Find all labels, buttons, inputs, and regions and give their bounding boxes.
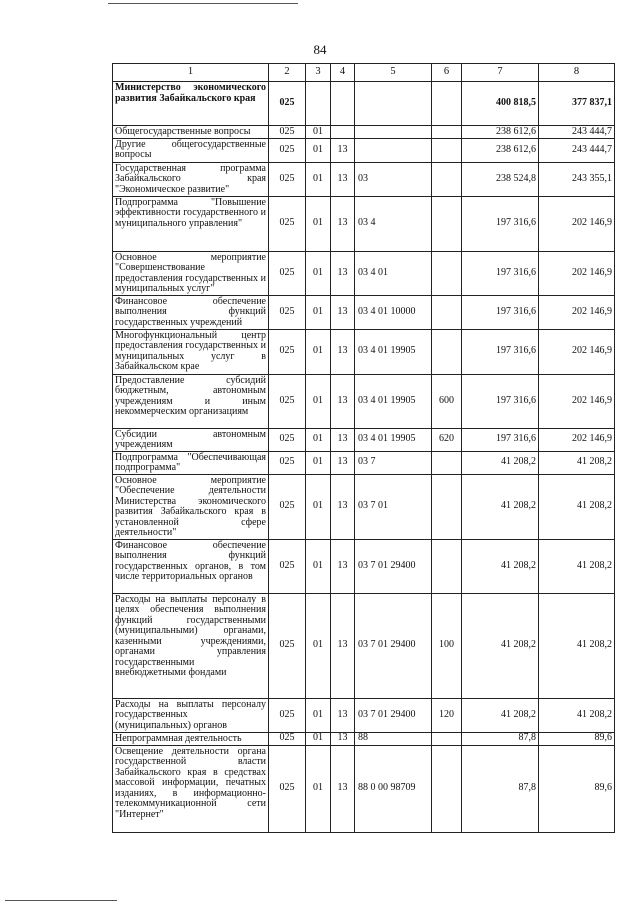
section-code: 01 [306,698,331,732]
target-article-code [355,138,432,162]
amount-year-1: 41 208,2 [462,539,539,593]
section-code: 01 [306,295,331,329]
amount-year-1: 238 612,6 [462,126,539,139]
subsection-code: 13 [331,732,355,745]
amount-year-1: 41 208,2 [462,698,539,732]
section-code: 01 [306,138,331,162]
amount-year-1: 197 316,6 [462,251,539,295]
amount-year-1: 400 818,5 [462,82,539,126]
admin-code: 025 [269,251,306,295]
amount-year-1: 197 316,6 [462,428,539,451]
column-header: 1 [113,64,269,82]
section-code: 01 [306,428,331,451]
amount-year-1: 238 524,8 [462,162,539,196]
expense-type-code: 120 [432,698,462,732]
amount-year-1: 197 316,6 [462,374,539,428]
amount-year-2: 41 208,2 [539,474,615,539]
admin-code: 025 [269,428,306,451]
amount-year-2: 243 444,7 [539,138,615,162]
column-header: 6 [432,64,462,82]
amount-year-1: 41 208,2 [462,474,539,539]
target-article-code: 03 4 [355,196,432,251]
amount-year-2: 41 208,2 [539,593,615,698]
admin-code: 025 [269,126,306,139]
amount-year-1: 197 316,6 [462,196,539,251]
subsection-code: 13 [331,329,355,374]
column-header: 5 [355,64,432,82]
amount-year-2: 202 146,9 [539,196,615,251]
target-article-code: 03 4 01 19905 [355,428,432,451]
expense-type-code [432,162,462,196]
amount-year-1: 41 208,2 [462,451,539,474]
item-name: Подпрограмма "Повышение эффективности государственного и муниципального управления" [113,196,269,251]
expense-type-code [432,329,462,374]
section-code: 01 [306,329,331,374]
amount-year-2: 202 146,9 [539,428,615,451]
table-row [113,698,615,732]
item-name: Финансовое обеспечение выполнения функций государственных учреждений [113,295,269,329]
amount-year-1: 87,8 [462,745,539,832]
item-name: Расходы на выплаты персоналу государственных (муниципальных) органов [113,698,269,732]
amount-year-1: 197 316,6 [462,329,539,374]
target-article-code [355,126,432,139]
top-rule [108,3,298,4]
table-row [113,474,615,539]
section-code [306,82,331,126]
page-number: 84 [313,42,327,57]
expense-type-code [432,251,462,295]
amount-year-2: 377 837,1 [539,82,615,126]
section-code: 01 [306,745,331,832]
subsection-code: 13 [331,593,355,698]
amount-year-2: 202 146,9 [539,374,615,428]
table-row [113,428,615,451]
subsection-code: 13 [331,162,355,196]
table-row [113,126,615,139]
target-article-code: 03 7 01 [355,474,432,539]
expense-type-code [432,451,462,474]
subsection-code: 13 [331,539,355,593]
admin-code: 025 [269,593,306,698]
expense-type-code [432,196,462,251]
admin-code: 025 [269,474,306,539]
table-row [113,82,615,126]
subsection-code: 13 [331,428,355,451]
amount-year-2: 202 146,9 [539,295,615,329]
subsection-code: 13 [331,196,355,251]
amount-year-2: 243 355,1 [539,162,615,196]
expense-type-code: 600 [432,374,462,428]
admin-code: 025 [269,138,306,162]
subsection-code: 13 [331,295,355,329]
item-name: Предоставление субсидий бюджетным, автономным учреждениям и иным некоммерческим организациям [113,374,269,428]
column-header: 8 [539,64,615,82]
item-name: Общегосударственные вопросы [113,126,269,139]
admin-code: 025 [269,82,306,126]
subsection-code [331,126,355,139]
table-row [113,374,615,428]
subsection-code: 13 [331,138,355,162]
table-row [113,138,615,162]
table-row [113,539,615,593]
amount-year-2: 89,6 [539,732,615,745]
column-header: 2 [269,64,306,82]
expense-type-code [432,138,462,162]
admin-code: 025 [269,196,306,251]
subsection-code: 13 [331,251,355,295]
item-name: Многофункциональный центр предоставления государственных и муниципальных услуг в Забайкальском крае [113,329,269,374]
section-code: 01 [306,593,331,698]
item-name: Расходы на выплаты персоналу в целях обеспечения выполнения функций государственными (муниципальными) органами, казенными учреждениями, органами управления государственными внебюджетными фондами [113,593,269,698]
expense-type-code: 620 [432,428,462,451]
admin-code: 025 [269,745,306,832]
column-header: 4 [331,64,355,82]
admin-code: 025 [269,329,306,374]
admin-code: 025 [269,698,306,732]
target-article-code: 03 7 [355,451,432,474]
section-code: 01 [306,126,331,139]
expense-type-code [432,745,462,832]
section-code: 01 [306,162,331,196]
item-name: Финансовое обеспечение выполнения функций государственных органов, в том числе территориальных органов [113,539,269,593]
subsection-code: 13 [331,698,355,732]
expense-type-code: 100 [432,593,462,698]
target-article-code: 03 4 01 [355,251,432,295]
item-name: Государственная программа Забайкальского края "Экономическое развитие" [113,162,269,196]
target-article-code [355,82,432,126]
admin-code: 025 [269,451,306,474]
item-name: Другие общегосударственные вопросы [113,138,269,162]
amount-year-1: 238 612,6 [462,138,539,162]
admin-code: 025 [269,295,306,329]
admin-code: 025 [269,732,306,745]
expense-type-code [432,732,462,745]
subsection-code [331,82,355,126]
section-code: 01 [306,732,331,745]
header-row [113,64,615,82]
amount-year-2: 41 208,2 [539,698,615,732]
amount-year-1: 41 208,2 [462,593,539,698]
item-name: Подпрограмма "Обеспечивающая подпрограмма" [113,451,269,474]
amount-year-2: 202 146,9 [539,329,615,374]
expense-type-code [432,126,462,139]
amount-year-1: 197 316,6 [462,295,539,329]
subsection-code: 13 [331,474,355,539]
section-code: 01 [306,374,331,428]
column-header: 3 [306,64,331,82]
amount-year-2: 41 208,2 [539,539,615,593]
table-row [113,162,615,196]
section-code: 01 [306,251,331,295]
amount-year-2: 202 146,9 [539,251,615,295]
section-code: 01 [306,539,331,593]
table-row [113,451,615,474]
target-article-code: 03 [355,162,432,196]
amount-year-2: 89,6 [539,745,615,832]
table-row [113,732,615,745]
target-article-code: 03 7 01 29400 [355,593,432,698]
amount-year-2: 243 444,7 [539,126,615,139]
subsection-code: 13 [331,745,355,832]
target-article-code: 03 4 01 19905 [355,329,432,374]
amount-year-1: 87,8 [462,732,539,745]
subsection-code: 13 [331,451,355,474]
item-name: Министерство экономического развития Забайкальского края [113,82,269,126]
admin-code: 025 [269,539,306,593]
section-code: 01 [306,196,331,251]
table-row [113,251,615,295]
target-article-code: 88 [355,732,432,745]
admin-code: 025 [269,374,306,428]
item-name: Субсидии автономным учреждениям [113,428,269,451]
target-article-code: 03 7 01 29400 [355,698,432,732]
item-name: Основное мероприятие "Совершенствование предоставления государственных и муниципальных услуг" [113,251,269,295]
expense-type-code [432,82,462,126]
amount-year-2: 41 208,2 [539,451,615,474]
table-row [113,196,615,251]
budget-table [112,63,615,833]
table-row [113,329,615,374]
item-name: Непрограммная деятельность [113,732,269,745]
item-name: Освещение деятельности органа государственной власти Забайкальского края в средствах массовой информации, печатных изданиях, в информационно-телекоммуникационной сети "Интернет" [113,745,269,832]
section-code: 01 [306,451,331,474]
expense-type-code [432,474,462,539]
target-article-code: 03 4 01 10000 [355,295,432,329]
column-header: 7 [462,64,539,82]
expense-type-code [432,295,462,329]
target-article-code: 03 7 01 29400 [355,539,432,593]
item-name: Основное мероприятие "Обеспечение деятельности Министерства экономического развития Забайкальского края в установленной сфере деятельности" [113,474,269,539]
table-row [113,295,615,329]
table-row [113,593,615,698]
table-row [113,745,615,832]
target-article-code: 88 0 00 98709 [355,745,432,832]
section-code: 01 [306,474,331,539]
target-article-code: 03 4 01 19905 [355,374,432,428]
subsection-code: 13 [331,374,355,428]
expense-type-code [432,539,462,593]
bottom-rule [5,900,117,901]
admin-code: 025 [269,162,306,196]
